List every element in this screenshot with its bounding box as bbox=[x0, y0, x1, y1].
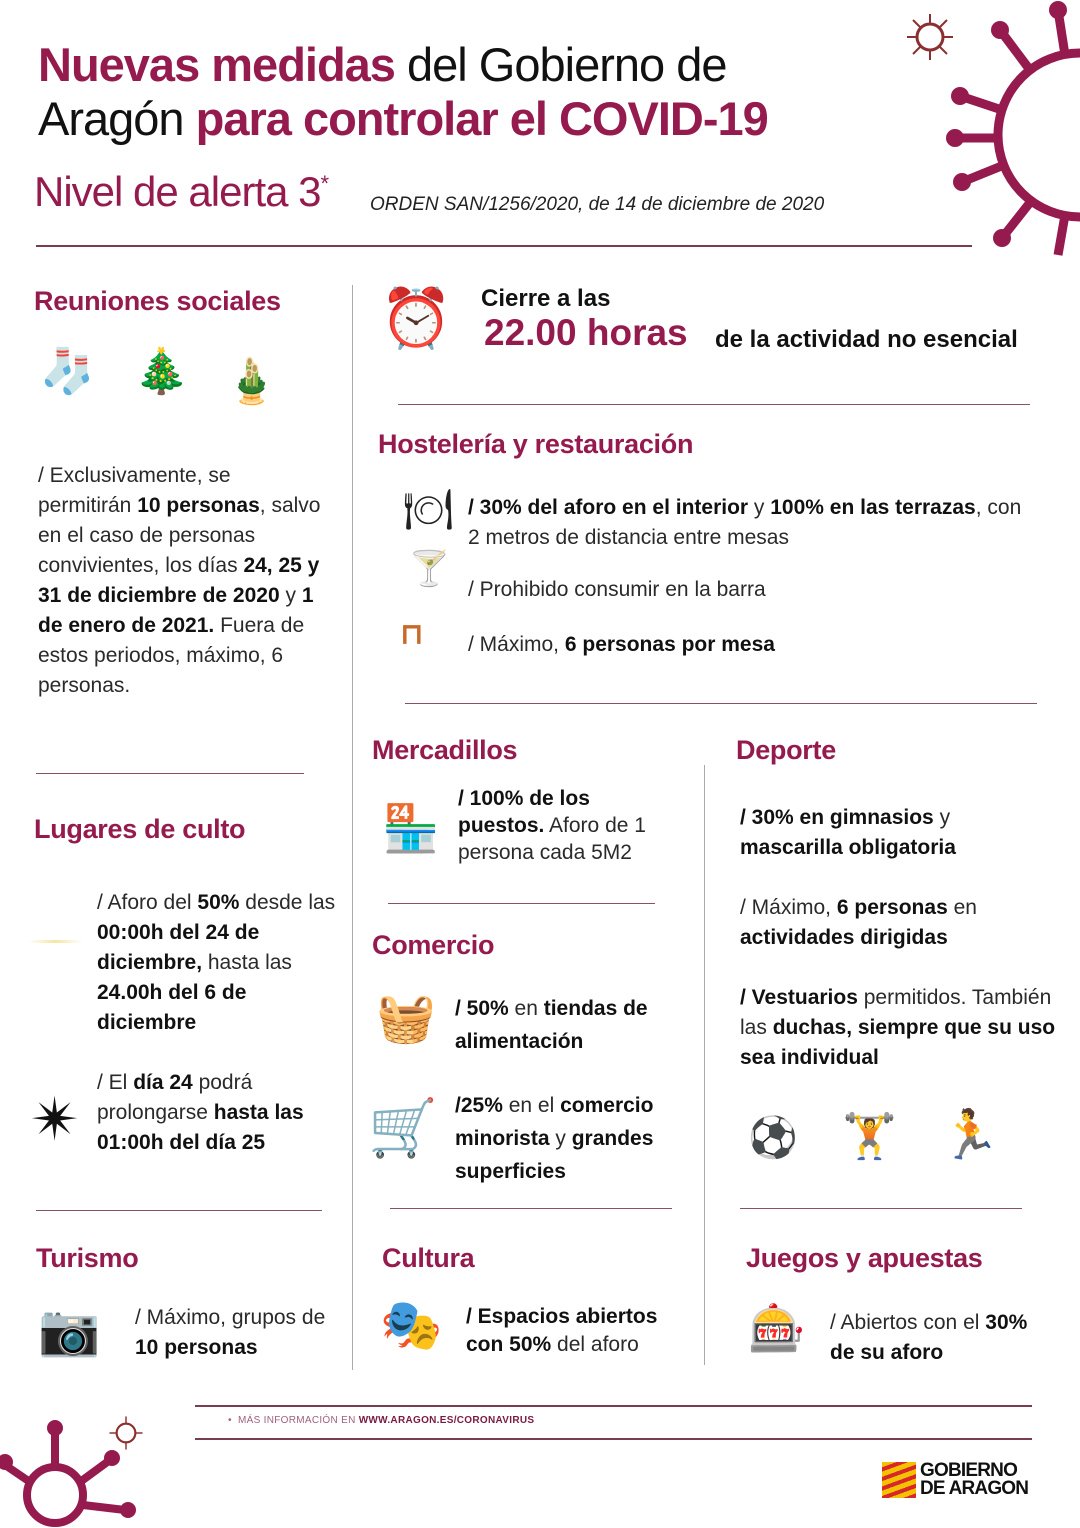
more-info-prefix: MÁS INFORMACIÓN EN bbox=[237, 1415, 359, 1426]
text-segment: y bbox=[549, 1127, 572, 1150]
text-segment: 6 personas bbox=[836, 896, 948, 919]
hosteleria-item bbox=[468, 493, 1038, 553]
logo-line-1: GOBIERNO bbox=[920, 1460, 1018, 1481]
text-segment: tiendas de alimentación bbox=[455, 997, 648, 1053]
section-title-turismo: Turismo bbox=[36, 1243, 139, 1273]
glow-icon bbox=[28, 940, 83, 943]
text-segment: Aforo de 1 persona cada 5M2 bbox=[458, 814, 646, 864]
comercio-item bbox=[455, 992, 695, 1058]
text-segment: , con 2 metros de distancia entre mesas bbox=[468, 496, 1022, 549]
divider bbox=[398, 404, 1030, 405]
text-segment: / Espacios abiertos con 50% bbox=[466, 1305, 658, 1356]
text-segment: / El bbox=[97, 1071, 134, 1094]
camera-icon: 📷 bbox=[38, 1302, 101, 1358]
alarm-clock-icon: ⏰ bbox=[380, 286, 453, 351]
text-segment: día 24 bbox=[133, 1071, 193, 1094]
section-title-comercio: Comercio bbox=[372, 930, 495, 960]
soccer-ball-icon: ⚽ bbox=[748, 1116, 798, 1160]
small-virus-icon bbox=[905, 12, 955, 62]
alert-level bbox=[34, 168, 328, 216]
text-segment: y bbox=[933, 806, 951, 829]
text-segment: 00:00h del 24 de diciembre, bbox=[97, 921, 260, 974]
text-segment: / Máximo, bbox=[468, 633, 565, 656]
star-icon: ✴ bbox=[30, 1086, 81, 1153]
text-segment: 30% de su aforo bbox=[830, 1311, 1028, 1364]
text-segment: del aforo bbox=[551, 1333, 639, 1356]
ornaments-icon: 🎍 bbox=[224, 357, 279, 406]
column-divider bbox=[352, 285, 353, 1370]
more-info-link[interactable]: WWW.ARAGON.ES/CORONAVIRUS bbox=[358, 1415, 535, 1426]
deporte-item bbox=[740, 893, 1050, 953]
divider bbox=[740, 1208, 1022, 1209]
text-segment: / Prohibido consumir en la barra bbox=[468, 578, 766, 601]
text-segment: desde las bbox=[239, 891, 336, 914]
more-info bbox=[228, 1415, 534, 1426]
cloche-icon: 🍽 bbox=[403, 488, 454, 532]
text-segment: actividades dirigidas bbox=[740, 926, 948, 949]
cierre-time: 22.00 horas bbox=[484, 312, 688, 353]
order-reference: ORDEN SAN/1256/2020, de 14 de diciembre de 2020 bbox=[370, 194, 825, 215]
text-segment: Fuera de estos periodos, máximo, 6 personas. bbox=[38, 614, 305, 697]
text-segment: y bbox=[279, 584, 302, 607]
table-chairs-icon: ⊓ bbox=[400, 618, 424, 651]
text-segment: podrá prolongarse bbox=[97, 1071, 253, 1124]
culto-item-aforo bbox=[97, 888, 347, 1038]
text-segment: 1 de enero de 2021. bbox=[38, 584, 314, 637]
mercadillos-text bbox=[458, 785, 678, 866]
runner-icon: 🏃 bbox=[940, 1109, 1000, 1162]
text-segment: duchas, siempre que su uso sea individual bbox=[740, 1016, 1056, 1069]
gobierno-aragon-logo bbox=[882, 1462, 1028, 1498]
divider bbox=[195, 1405, 1032, 1407]
section-title-reuniones: Reuniones sociales bbox=[34, 286, 281, 316]
divider bbox=[36, 773, 304, 774]
logo-line-2: DE ARAGON bbox=[920, 1478, 1029, 1499]
text-segment: en bbox=[508, 997, 544, 1020]
theater-masks-icon: 🎭 bbox=[380, 1297, 443, 1353]
cierre-rest: de la actividad no esencial bbox=[715, 326, 1018, 353]
text-segment: del Gobierno de bbox=[394, 38, 727, 91]
text-segment: y bbox=[748, 496, 771, 519]
page-title bbox=[38, 38, 768, 146]
text-segment: 10 personas bbox=[137, 494, 260, 517]
text-segment: /25% bbox=[455, 1094, 503, 1117]
hosteleria-item bbox=[468, 575, 1038, 605]
text-segment: comercio minorista bbox=[455, 1094, 654, 1150]
text-segment: mascarilla obligatoria bbox=[740, 836, 956, 859]
small-virus-icon bbox=[108, 1415, 144, 1451]
alert-level-text: Nivel de alerta 3 bbox=[34, 168, 321, 215]
column-divider bbox=[704, 765, 705, 1365]
divider bbox=[405, 703, 1037, 704]
turismo-text bbox=[135, 1303, 335, 1363]
section-title-hosteleria: Hostelería y restauración bbox=[378, 429, 694, 459]
text-segment: 10 personas bbox=[135, 1336, 258, 1359]
market-stall-icon: 🏪 bbox=[382, 802, 440, 854]
title-line-1 bbox=[38, 38, 768, 92]
title-line-2 bbox=[38, 92, 768, 146]
culto-item-dia-24 bbox=[97, 1068, 337, 1158]
text-segment: para controlar el COVID-19 bbox=[195, 92, 768, 145]
text-segment: 24, 25 y 31 de diciembre de 2020 bbox=[38, 554, 320, 607]
section-title-mercadillos: Mercadillos bbox=[372, 735, 518, 765]
hosteleria-item bbox=[468, 630, 1038, 660]
text-segment: 50% bbox=[197, 891, 240, 914]
divider bbox=[388, 903, 655, 904]
cultura-text bbox=[466, 1303, 686, 1359]
poker-chips-icon: 🎰 bbox=[748, 1302, 806, 1354]
text-segment: / 50% bbox=[455, 997, 509, 1020]
section-title-deporte: Deporte bbox=[736, 735, 836, 765]
bullet: • bbox=[228, 1415, 238, 1426]
juegos-text bbox=[830, 1308, 1030, 1368]
alert-asterisk: * bbox=[320, 171, 329, 196]
text-segment: / Máximo, bbox=[740, 896, 837, 919]
text-segment: / Exclusivamente, se permitirán bbox=[38, 464, 231, 517]
text-segment: / Abiertos con el bbox=[830, 1311, 986, 1334]
text-segment: hasta las 01:00h del día 25 bbox=[97, 1101, 304, 1154]
text-segment: / Vestuarios bbox=[740, 986, 858, 1009]
text-segment: Aragón bbox=[38, 92, 196, 145]
virus-icon bbox=[940, 0, 1080, 260]
aragon-flag-icon bbox=[882, 1462, 916, 1498]
christmas-tree-icon: 🎄 bbox=[134, 347, 189, 396]
cocktail-icon: 🍸 bbox=[408, 550, 451, 588]
text-segment: 24.00h del 6 de diciembre bbox=[97, 981, 247, 1034]
divider bbox=[36, 1210, 322, 1211]
deporte-item bbox=[740, 983, 1060, 1073]
cierre-label: Cierre a las bbox=[481, 285, 611, 312]
text-segment: / Máximo, grupos de bbox=[135, 1306, 326, 1329]
divider bbox=[195, 1438, 1032, 1440]
text-segment: / 30% en gimnasios bbox=[740, 806, 934, 829]
reuniones-text bbox=[38, 461, 323, 701]
text-segment: / 100% de los puestos. bbox=[458, 787, 590, 837]
grocery-basket-icon: 🧺 bbox=[376, 992, 436, 1045]
text-segment: en bbox=[947, 896, 977, 919]
deporte-item bbox=[740, 803, 1050, 863]
weightlifter-icon: 🏋 bbox=[842, 1112, 897, 1161]
comercio-item bbox=[455, 1089, 695, 1188]
christmas-stocking-icon: 🧦 bbox=[40, 347, 95, 396]
text-segment: , salvo en el caso de personas convivientes, los días bbox=[38, 494, 321, 577]
text-segment: grandes superficies bbox=[455, 1127, 654, 1183]
text-segment: 100% en las terrazas bbox=[770, 496, 976, 519]
text-segment: hasta las bbox=[202, 951, 292, 974]
text-segment: en el bbox=[502, 1094, 561, 1117]
divider bbox=[390, 1208, 672, 1209]
section-title-cultura: Cultura bbox=[382, 1243, 475, 1273]
section-title-juegos: Juegos y apuestas bbox=[746, 1243, 983, 1273]
text-segment: permitidos. También las bbox=[740, 986, 1052, 1039]
text-segment: / 30% del aforo en el interior bbox=[468, 496, 749, 519]
text-segment: / Aforo del bbox=[97, 891, 198, 914]
text-segment: Nuevas medidas bbox=[38, 38, 395, 91]
shopping-cart-icon: 🛒 bbox=[368, 1096, 438, 1159]
divider bbox=[36, 245, 972, 247]
text-segment: 6 personas por mesa bbox=[564, 633, 775, 656]
section-title-culto: Lugares de culto bbox=[34, 814, 246, 844]
